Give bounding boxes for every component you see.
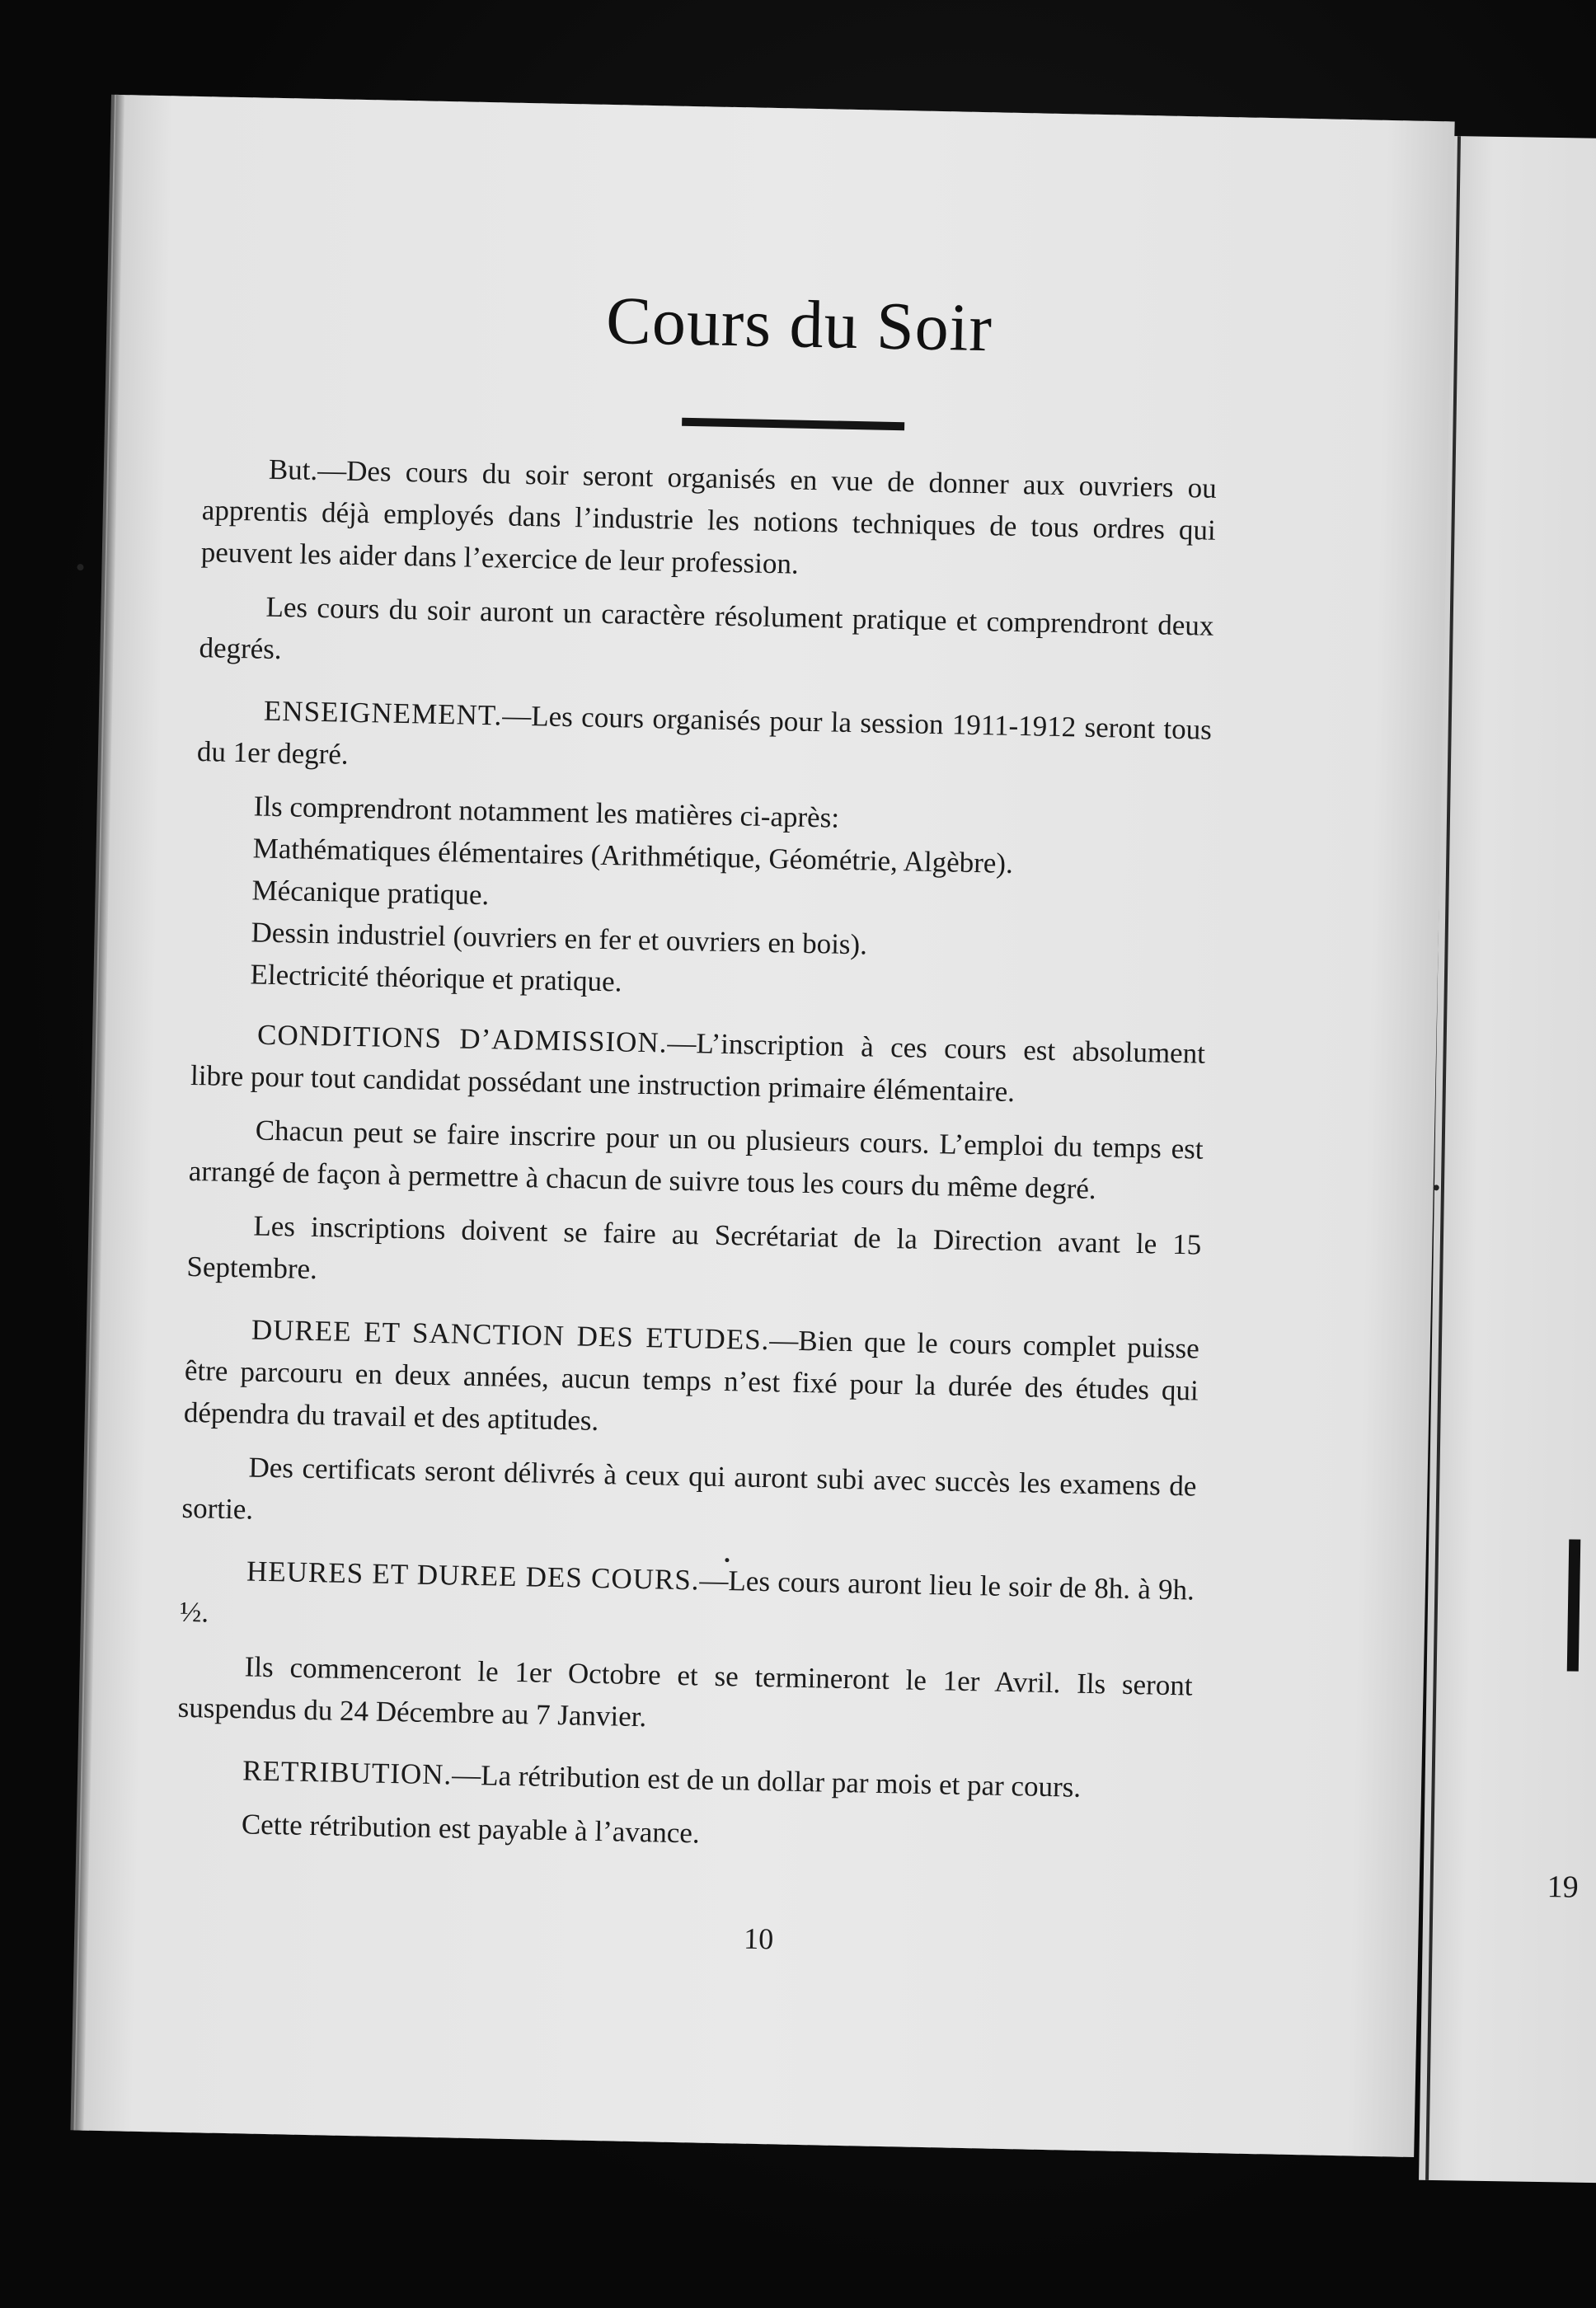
paragraph-caractere: Les cours du soir auront un caractère résolument pratique et comprendront deux degrés. bbox=[199, 590, 1214, 666]
subject-item: Mécanique pratique. bbox=[251, 874, 490, 912]
paragraph-commenceront: Ils commenceront le 1er Octobre et se termineront le 1er Avril. Ils seront suspendus du 24 Décembre au 7 Janvier. bbox=[177, 1650, 1193, 1733]
paragraph-chacun: Chacun peut se faire inscrire pour un ou plusieurs cours. L’emploi du temps est arrangé de façon à permettre à chacun de suivre tous les cours du même degré. bbox=[188, 1114, 1204, 1206]
paragraph-payable: Cette rétribution est payable à l’avance. bbox=[241, 1808, 701, 1850]
subject-item: Electricité théorique et pratique. bbox=[250, 958, 622, 998]
scan-speck bbox=[1434, 1184, 1439, 1190]
section-label: HEURES ET DUREE DES COURS. bbox=[246, 1555, 700, 1597]
paragraph-text: —Des cours du soir seront organisés en vue de donner aux ouvriers ou apprentis déjà employés dans l’industrie les notions techniques de tous ordres qui peuvent les aider dans l’exercice de leur profession. bbox=[200, 453, 1218, 580]
title-rule bbox=[682, 418, 904, 430]
document-page bbox=[78, 95, 1454, 2157]
paragraph-inscriptions: Les inscriptions doivent se faire au Secrétariat de la Direction avant le 15 Septembre. bbox=[186, 1209, 1202, 1286]
paragraph-text: —L’inscription à ces cours est absolument libre pour tout candidat possédant une instruction primaire élémentaire. bbox=[190, 1026, 1206, 1109]
paragraph-retribution bbox=[176, 1748, 1191, 1811]
section-label: RETRIBUTION. bbox=[242, 1754, 453, 1791]
paragraph-conditions bbox=[190, 1012, 1206, 1117]
page-number: 10 bbox=[743, 1921, 774, 1956]
section-label: But. bbox=[268, 453, 318, 486]
facing-page-dark-mark bbox=[1567, 1539, 1581, 1671]
paragraph-text: —Les cours organisés pour la session 1911-1912 seront tous du 1er degré. bbox=[196, 699, 1213, 771]
paragraph-text: —La rétribution est de un dollar par mois et par cours. bbox=[451, 1758, 1082, 1804]
paragraph-text: —Les cours auront lieu le soir de 8h. à 9h. ½. bbox=[179, 1564, 1195, 1629]
section-label: ENSEIGNEMENT. bbox=[263, 694, 503, 732]
paragraph-heures bbox=[180, 1549, 1195, 1654]
section-label: CONDITIONS D’ADMISSION. bbox=[256, 1018, 668, 1059]
subject-item: Mathématiques élémentaires (Arithmétique, Géométrie, Algèbre). bbox=[252, 832, 1014, 880]
paragraph-enseignement bbox=[197, 688, 1213, 793]
section-label: DUREE ET SANCTION DES ETUDES. bbox=[251, 1313, 770, 1357]
subject-list-intro: Ils comprendront notamment les matières ci-après: bbox=[253, 790, 840, 834]
subject-list bbox=[192, 784, 1210, 1015]
scan-speck bbox=[77, 564, 83, 570]
page-edge bbox=[75, 95, 124, 2131]
facing-page-number: 19 bbox=[1547, 1869, 1579, 1905]
subject-item: Dessin industriel (ouvriers en fer et ouvriers en bois). bbox=[251, 916, 868, 961]
paragraph-text: —Bien que le cours complet puisse être parcouru en deux années, aucun temps n’est fixé pour la durée des études qui dépendra du travail et des aptitudes. bbox=[183, 1324, 1200, 1437]
paragraph-duree bbox=[183, 1307, 1199, 1454]
page-body bbox=[175, 447, 1217, 1875]
scan-speck bbox=[725, 1558, 729, 1562]
page-title: Cours du Soir bbox=[605, 282, 993, 366]
paragraph-certificats: Des certificats seront délivrés à ceux qui auront subi avec succès les examens de sortie. bbox=[181, 1451, 1197, 1526]
paragraph-but bbox=[200, 447, 1217, 593]
